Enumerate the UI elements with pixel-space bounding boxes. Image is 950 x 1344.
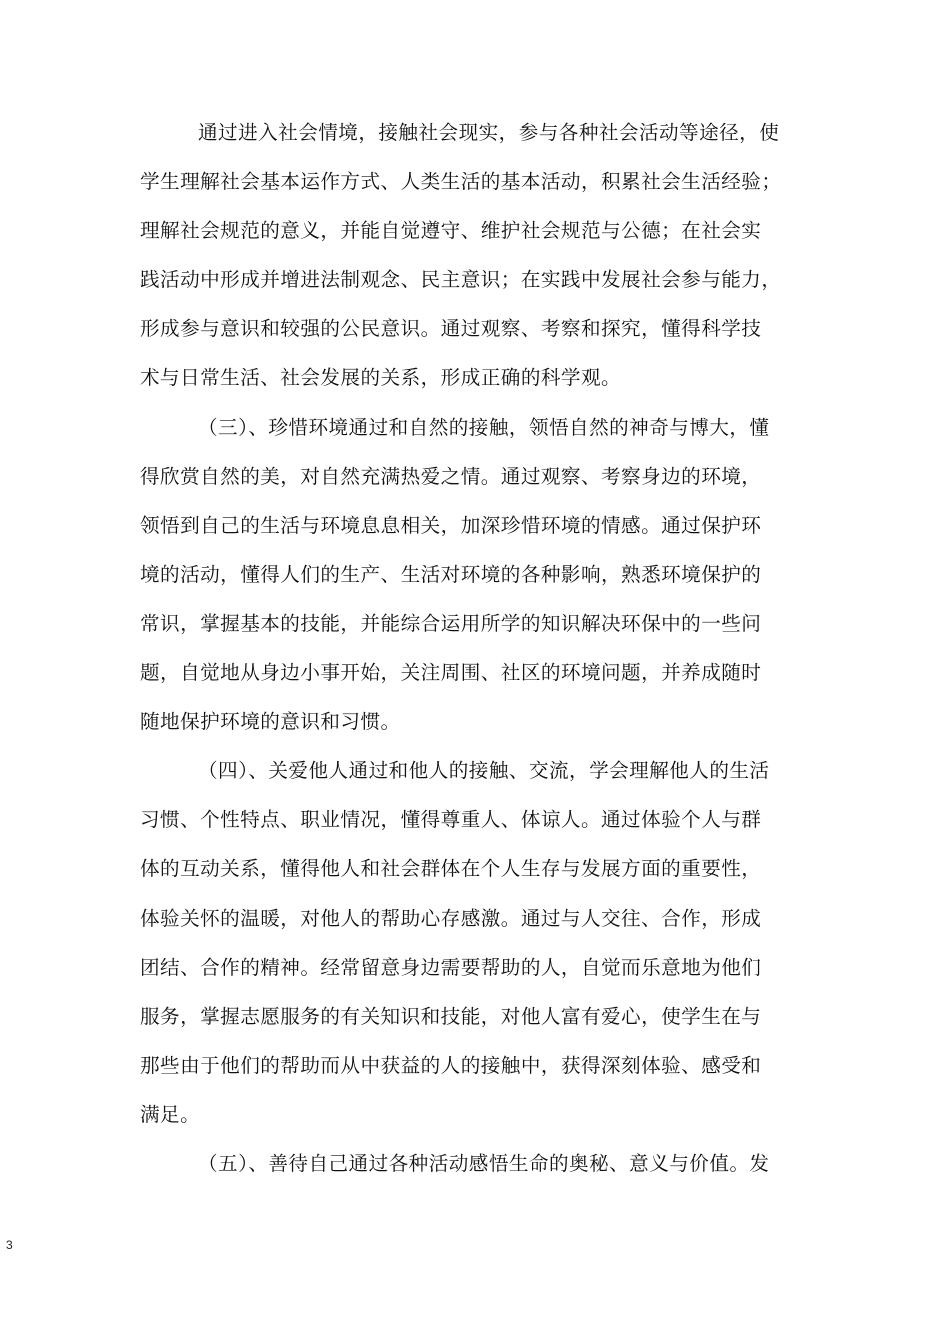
text-line: 通过进入社会情境，接触社会现实，参与各种社会活动等途径，使 — [198, 121, 780, 144]
text-line: （五）、善待自己通过各种活动感悟生命的奥秘、意义与价值。发 — [198, 1151, 770, 1175]
text-line: 术与日常生活、社会发展的关系，形成正确的科学观。 — [140, 366, 622, 390]
text-line: 团结、合作的精神。经常留意身边需要帮助的人，自觉而乐意地为他们 — [140, 955, 762, 979]
text-line: 得欣赏自然的美，对自然充满热爱之情。通过观察、考察身边的环境， — [140, 464, 762, 488]
text-line: 体的互动关系，懂得他人和社会群体在个人生存与发展方面的重要性， — [140, 857, 762, 881]
text-line: 形成参与意识和较强的公民意识。通过观察、考察和探究，懂得科学技 — [140, 317, 762, 341]
text-line: 随地保护环境的意识和习惯。 — [140, 710, 401, 734]
text-line: 理解社会规范的意义，并能自觉遵守、维护社会规范与公德；在社会实 — [140, 219, 762, 243]
text-line: （四）、关爱他人通过和他人的接触、交流，学会理解他人的生活 — [198, 759, 770, 783]
text-line: 题，自觉地从身边小事开始，关注周围、社区的环境问题，并养成随时 — [140, 661, 762, 685]
document-body — [140, 108, 816, 1188]
text-line: 常识，掌握基本的技能，并能综合运用所学的知识解决环保中的一些问 — [140, 611, 762, 635]
text-line: 领悟到自己的生活与环境息息相关，加深珍惜环境的情感。通过保护环 — [140, 513, 762, 537]
text-line: 服务，掌握志愿服务的有关知识和技能，对他人富有爱心，使学生在与 — [140, 1004, 762, 1028]
text-line: （三）、珍惜环境通过和自然的接触，领悟自然的神奇与博大，懂 — [198, 415, 770, 439]
text-line: 体验关怀的温暖，对他人的帮助心存感激。通过与人交往、合作，形成 — [140, 906, 762, 930]
paragraph-social-practice — [140, 108, 816, 403]
text-line: 境的活动，懂得人们的生产、生活对环境的各种影响，熟悉环境保护的 — [140, 562, 762, 586]
text-line: 习惯、个性特点、职业情况，懂得尊重人、体谅人。通过体验个人与群 — [140, 808, 762, 832]
text-line: 满足。 — [140, 1102, 201, 1126]
paragraph-cherish-environment — [140, 403, 816, 747]
paragraph-care-for-others — [140, 746, 816, 1139]
page-number: 3 — [6, 1238, 13, 1252]
text-line: 那些由于他们的帮助而从中获益的人的接触中，获得深刻体验、感受和 — [140, 1053, 762, 1077]
paragraph-treat-self-well — [140, 1139, 816, 1188]
text-line: 践活动中形成并增进法制观念、民主意识；在实践中发展社会参与能力， — [140, 268, 782, 292]
text-line: 学生理解社会基本运作方式、人类生活的基本活动，积累社会生活经验； — [140, 170, 782, 194]
